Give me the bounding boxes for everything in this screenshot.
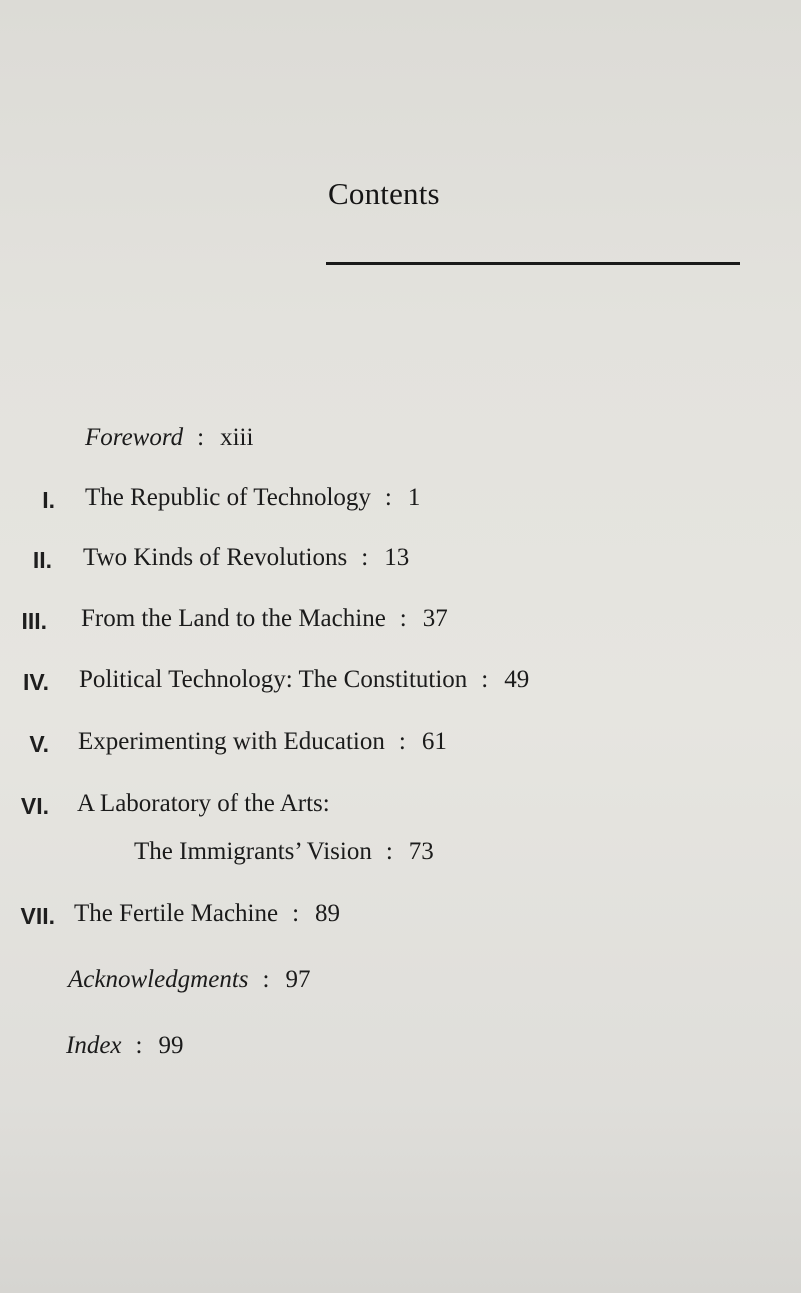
toc-entry-chapter-7 bbox=[74, 900, 340, 928]
toc-page-number: 89 bbox=[315, 900, 341, 927]
chapter-numeral-3: III. bbox=[21, 608, 47, 634]
toc-page-number: 99 bbox=[158, 1032, 184, 1059]
toc-page-number: 61 bbox=[421, 728, 447, 755]
toc-separator: : bbox=[398, 728, 406, 755]
toc-entry-chapter-6-continued bbox=[134, 838, 434, 866]
toc-entry-label: The Republic of Technology bbox=[85, 484, 371, 511]
toc-entry-chapter-6 bbox=[77, 790, 330, 818]
toc-entry-label: The Immigrants’ Vision bbox=[134, 838, 372, 865]
toc-entry-index bbox=[66, 1032, 183, 1060]
toc-separator: : bbox=[135, 1032, 143, 1059]
toc-entry-label: A Laboratory of the Arts: bbox=[77, 790, 330, 817]
toc-separator: : bbox=[197, 424, 205, 451]
chapter-numeral-5: V. bbox=[29, 731, 49, 757]
toc-page-number: 37 bbox=[422, 605, 448, 632]
toc-separator: : bbox=[262, 966, 270, 993]
chapter-numeral-6: VI. bbox=[20, 793, 49, 819]
page-title: Contents bbox=[328, 176, 440, 211]
chapter-numeral-2: II. bbox=[32, 547, 52, 573]
chapter-numeral-1: I. bbox=[42, 487, 55, 513]
toc-page-number: 73 bbox=[408, 838, 434, 865]
toc-page-number: 1 bbox=[407, 484, 421, 511]
toc-separator: : bbox=[292, 900, 300, 927]
chapter-numeral-7: VII. bbox=[20, 903, 55, 929]
toc-entry-chapter-2 bbox=[83, 544, 409, 572]
toc-entry-acknowledgments bbox=[68, 966, 310, 994]
toc-page-number: 49 bbox=[504, 666, 530, 693]
toc-entry-label: The Fertile Machine bbox=[74, 900, 279, 927]
toc-entry-label: Acknowledgments bbox=[68, 966, 249, 993]
toc-entry-label: Experimenting with Education bbox=[78, 728, 385, 755]
toc-entry-chapter-4 bbox=[79, 666, 529, 694]
toc-separator: : bbox=[384, 484, 392, 511]
toc-entry-label: From the Land to the Machine bbox=[81, 605, 386, 632]
toc-page-number: 13 bbox=[384, 544, 410, 571]
toc-page-number: xiii bbox=[220, 424, 254, 451]
toc-entry-chapter-3 bbox=[81, 605, 448, 633]
toc-entry-chapter-1 bbox=[85, 484, 420, 512]
chapter-numeral-4: IV. bbox=[22, 669, 49, 695]
toc-entry-chapter-5 bbox=[78, 728, 447, 756]
toc-page-number: 97 bbox=[285, 966, 311, 993]
toc-entry-label: Index bbox=[66, 1032, 122, 1059]
toc-entry-label: Foreword bbox=[85, 424, 184, 451]
toc-separator: : bbox=[385, 838, 393, 865]
toc-entry-label: Political Technology: The Constitution bbox=[79, 666, 468, 693]
toc-entry-foreword bbox=[85, 424, 253, 452]
toc-separator: : bbox=[481, 666, 489, 693]
title-rule bbox=[326, 262, 740, 265]
toc-separator: : bbox=[399, 605, 407, 632]
toc-entry-label: Two Kinds of Revolutions bbox=[83, 544, 348, 571]
toc-separator: : bbox=[361, 544, 369, 571]
